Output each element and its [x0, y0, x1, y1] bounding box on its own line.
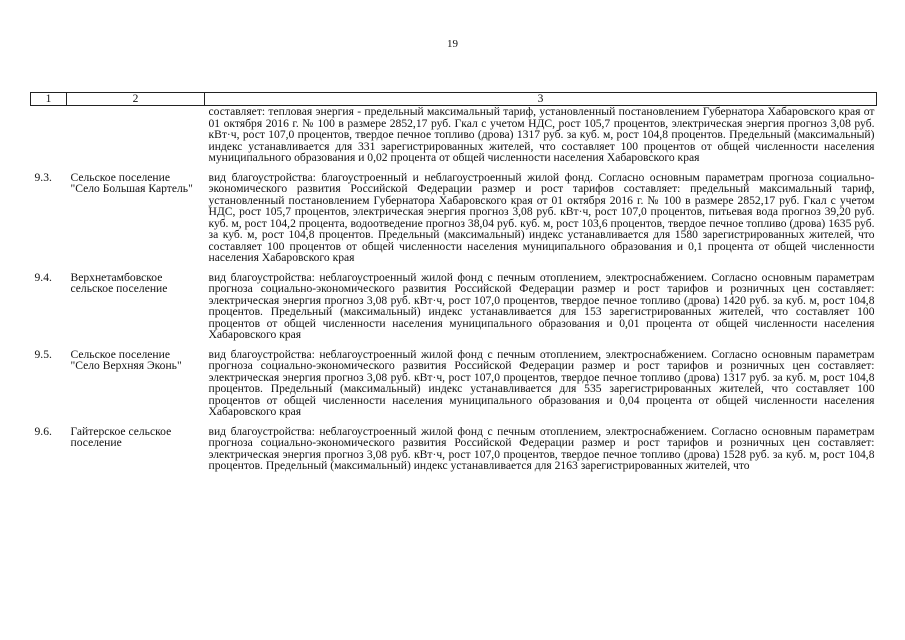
row-number: 9.6.	[34, 424, 52, 438]
row-number: 9.5.	[34, 347, 52, 361]
column-header-3: 3	[205, 93, 877, 106]
row-description: вид благоустройства: неблагоустроенный жилой фонд с печным отоплением, электроснабжением. Согласно основным параметрам прогноза социально-экономического развития Российской Федерации размер и рост тарифов и розничных цен составляет: электрическая энергия прогноз 3,08 руб. кВт·ч, рост 107,0 процентов, твердое печное топливо (дрова) 1317 руб. за куб. м, рост 104,8 процентов. Предельный (максимальный) индекс устанавливается для 535 зарегистрированных жителей, что составляет 100 процентов от общей численности населения муниципального образования и 0,04 процента от общей численности населения Хабаровского края	[208, 347, 875, 418]
table-row	[31, 426, 877, 480]
table-row	[31, 172, 877, 272]
tariff-table	[30, 92, 877, 480]
settlement-name: Гайтерское сельское поселение	[70, 424, 172, 449]
row-description: вид благоустройства: благоустроенный и неблагоустроенный жилой фонд. Согласно основным параметрам прогноза социально-экономического развития Российской Федерации размер и рост тарифов составляет: предельный максимальный тариф, установленный постановлением Губернатора Хабаровского края от 01 октября 2016 г. № 100 в размере 2852,17 руб. Гкал с учетом НДС, рост 105,7 процентов, электрическая энергия прогноз 3,08 руб. кВт·ч, рост 107,0 процентов, питьевая вода прогноз 39,20 руб. куб. м, рост 104,2 процента, водоотведение прогноз 38,04 руб. куб. м, рост 103,6 процентов, твердое печное топливо (дрова) 1635 руб. за куб. м, рост 104,8 процентов. Предельный (максимальный) индекс устанавливается для 1580 зарегистрированных жителей, что составляет 100 процентов от общей численности населения муниципального образования и 0,1 процента от общей численности населения Хабаровского края	[208, 170, 875, 264]
row-number: 9.4.	[34, 270, 52, 284]
page-number: 19	[447, 38, 458, 50]
column-header-2: 2	[67, 93, 205, 106]
settlement-name: Сельское поселение "Село Верхняя Эконь"	[70, 347, 182, 372]
row-description: вид благоустройства: неблагоустроенный жилой фонд с печным отоплением, электроснабжением. Согласно основным параметрам прогноза социально-экономического развития Российской Федерации размер и рост тарифов и розничных цен составляет: электрическая энергия прогноз 3,08 руб. кВт·ч, рост 107,0 процентов, твердое печное топливо (дрова) 1528 руб. за куб. м, рост 104,8 процентов. Предельный (максимальный) индекс устанавливается для 2163 зарегистрированных жителей, что	[208, 424, 875, 472]
row-description: составляет: тепловая энергия - предельный максимальный тариф, установленный постановлением Губернатора Хабаровского края от 01 октября 2016 г. № 100 в размере 2852,17 руб. Гкал с учетом НДС, рост 105,7 процентов, электрическая энергия прогноз 3,08 руб. кВт·ч, рост 107,0 процентов, твердое печное топливо (дрова) 1317 руб. за куб. м, рост 104,8 процентов. Предельный (максимальный) индекс устанавливается для 331 зарегистрированных жителей, что составляет 100 процентов от общей численности населения муниципального образования и 0,02 процента от общей численности населения Хабаровского края	[208, 105, 875, 164]
settlement-name	[67, 106, 205, 172]
row-number: 9.3.	[34, 170, 52, 184]
settlement-name: Верхнетамбовское сельское поселение	[70, 270, 168, 295]
row-description: вид благоустройства: неблагоустроенный жилой фонд с печным отоплением, электроснабжением. Согласно основным параметрам прогноза социально-экономического развития Российской Федерации размер и рост тарифов и розничных цен составляет: электрическая энергия прогноз 3,08 руб. кВт·ч, рост 107,0 процентов, твердое печное топливо (дрова) 1420 руб. за куб. м, рост 104,8 процентов. Предельный (максимальный) индекс устанавливается для 153 зарегистрированных жителей, что составляет 100 процентов от общей численности населения муниципального образования и 0,01 процента от общей численности населения Хабаровского края	[208, 270, 875, 341]
table-row	[31, 106, 877, 172]
row-number	[31, 106, 67, 172]
settlement-name: Сельское поселение "Село Большая Картель"	[70, 170, 193, 195]
table-row	[31, 272, 877, 349]
table-header	[31, 93, 877, 106]
column-header-1: 1	[31, 93, 67, 106]
table-row	[31, 349, 877, 426]
